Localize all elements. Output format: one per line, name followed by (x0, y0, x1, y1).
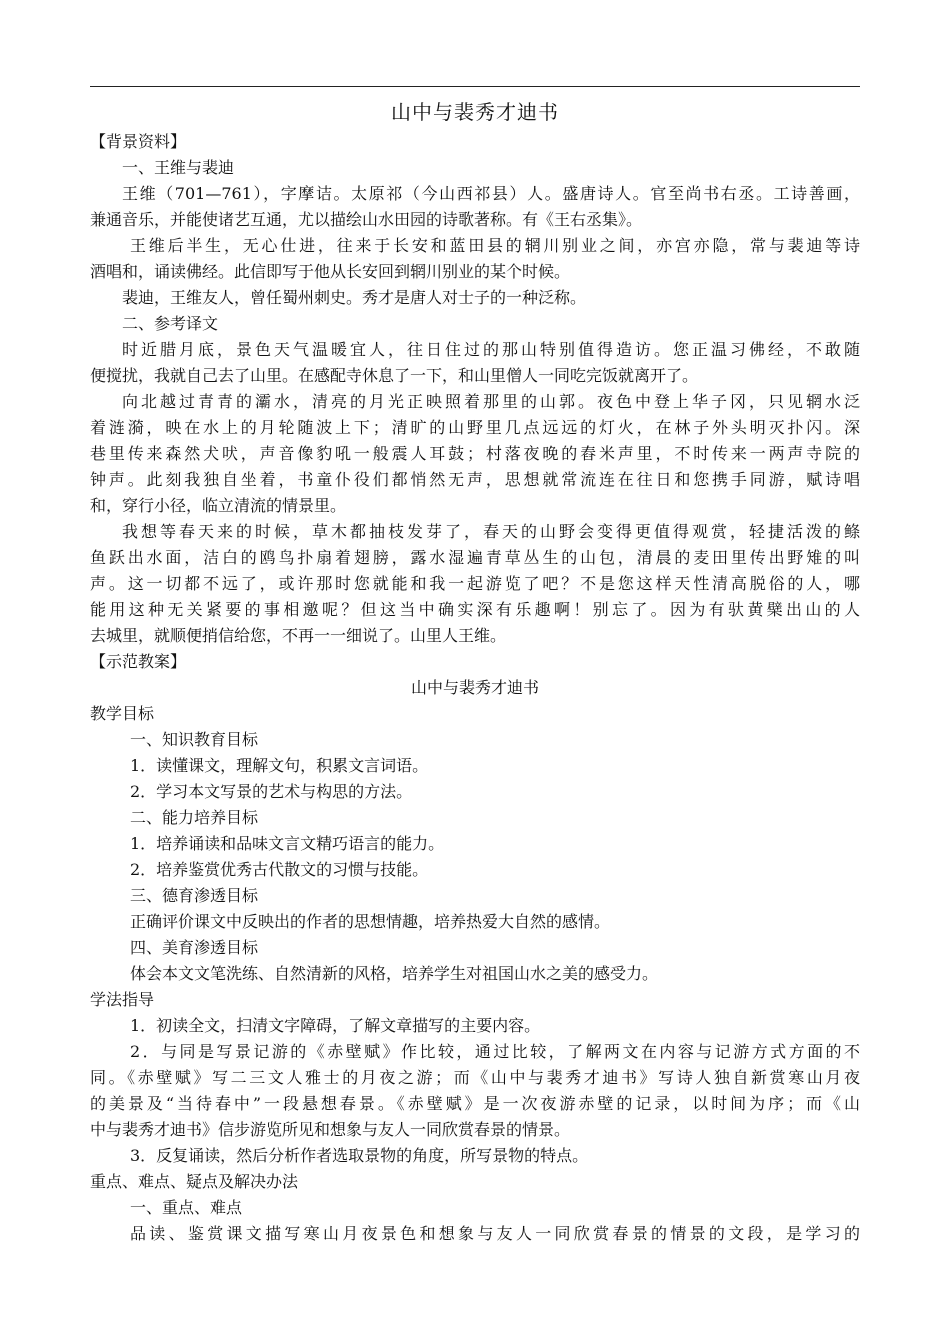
heading-teaching-goals: 教学目标 (90, 704, 155, 723)
lesson-plan-title: 山中与裴秀才迪书 (410, 678, 539, 697)
text-line: 体会本文文笔洗练、自然清新的风格，培养学生对祖国山水之美的感受力。 (130, 964, 659, 983)
text-line: 酒唱和，诵读佛经。此信即写于他从长安回到辋川别业的某个时候。 (90, 262, 571, 281)
text-line: 钟声。此刻我独自坐着，书童仆役们都悄然无声，思想就常流连在往日和您携手同游，赋诗唱 (90, 470, 860, 489)
text-line: 的美景及“当待春中”一段悬想春景。《赤壁赋》是一次夜游赤壁的记录，以时间为序；而《山 (90, 1094, 860, 1113)
text-line: 兼通音乐，并能使诸艺互通，尤以描绘山水田园的诗歌著称。有《王右丞集》。 (90, 210, 643, 229)
heading-translation: 二、参考译文 (122, 314, 219, 333)
text-line: 便搅扰，我就自己去了山里。在感配寺休息了一下，和山里僧人一同吃完饭就离开了。 (90, 366, 699, 385)
text-line: 能用这种无关紧要的事相邀呢？但这当中确实深有乐趣啊！别忘了。因为有驮黄檗出山的人 (90, 600, 860, 619)
text-line: 品读、鉴赏课文描写寒山月夜景色和想象与友人一同欣赏春景的情景的文段，是学习的 (130, 1224, 860, 1243)
text-line: 王维（701—761），字摩诘。太原祁（今山西祁县）人。盛唐诗人。官至尚书右丞。工诗善画， (122, 184, 860, 203)
text-line: 裴迪，王维友人，曾任蜀州刺史。秀才是唐人对士子的一种泛称。 (122, 288, 587, 307)
section-label-background: 【背景资料】 (90, 132, 187, 151)
text-line: 正确评价课文中反映出的作者的思想情趣，培养热爱大自然的感情。 (130, 912, 611, 931)
heading-moral-goals: 三、德育渗透目标 (130, 886, 259, 905)
text-line: 去城里，就顺便捎信给您，不再一一细说了。山里人王维。 (90, 626, 507, 645)
list-item: 1．培养诵读和品味文言文精巧语言的能力。 (130, 834, 445, 853)
text-line: 向北越过青青的灞水，清亮的月光正映照着那里的山郭。夜色中登上华子冈，只见辋水泛 (122, 392, 860, 411)
list-item: 2．培养鉴赏优秀古代散文的习惯与技能。 (130, 860, 429, 879)
heading-knowledge-goals: 一、知识教育目标 (130, 730, 259, 749)
text-line: 同。《赤壁赋》写二三文人雅士的月夜之游；而《山中与裴秀才迪书》写诗人独自新赏寒山月夜 (90, 1068, 860, 1087)
list-item: 2．与同是写景记游的《赤壁赋》作比较，通过比较，了解两文在内容与记游方式方面的不 (130, 1042, 860, 1061)
header-rule (90, 86, 860, 87)
list-item: 2．学习本文写景的艺术与构思的方法。 (130, 782, 413, 801)
text-line: 时近腊月底，景色天气温暖宜人，往日住过的那山特别值得造访。您正温习佛经，不敢随 (122, 340, 860, 359)
text-line: 中与裴秀才迪书》信步游览所见和想象与友人一同欣赏春景的情景。 (90, 1120, 571, 1139)
text-line: 王维后半生，无心仕进，往来于长安和蓝田县的辋川别业之间，亦宫亦隐，常与裴迪等诗 (130, 236, 860, 255)
section-label-lesson-plan: 【示范教案】 (90, 652, 187, 671)
heading-key-difficult: 一、重点、难点 (130, 1198, 243, 1217)
list-item: 1．初读全文，扫清文字障碍，了解文章描写的主要内容。 (130, 1016, 541, 1035)
heading-aesthetic-goals: 四、美育渗透目标 (130, 938, 259, 957)
heading-wangwei-peidi: 一、王维与裴迪 (122, 158, 235, 177)
heading-study-method: 学法指导 (90, 990, 155, 1009)
document-page (90, 95, 860, 1247)
text-line: 着涟漪，映在水上的月轮随波上下；清旷的山野里几点远远的灯火，在林子外头明灭扑闪。深 (90, 418, 860, 437)
text-line: 我想等春天来的时候，草木都抽枝发芽了，春天的山野会变得更值得观赏，轻捷活泼的鲦 (122, 522, 860, 541)
text-line: 鱼跃出水面，洁白的鸥鸟扑扇着翅膀，露水湿遍青草丛生的山包，清晨的麦田里传出野雉的叫 (90, 548, 860, 567)
text-line: 巷里传来森然犬吠，声音像豹吼一般震人耳鼓；村落夜晚的舂米声里，不时传来一两声寺院的 (90, 444, 860, 463)
list-item: 3．反复诵读，然后分析作者选取景物的角度，所写景物的特点。 (130, 1146, 589, 1165)
page-title: 山中与裴秀才迪书 (391, 100, 559, 124)
text-line: 声。这一切都不远了，或许那时您就能和我一起游览了吧？不是您这样天性清高脱俗的人，哪 (90, 574, 860, 593)
list-item: 1．读懂课文，理解文句，积累文言词语。 (130, 756, 429, 775)
heading-ability-goals: 二、能力培养目标 (130, 808, 259, 827)
text-line: 和，穿行小径，临立清流的情景里。 (90, 496, 347, 515)
heading-key-points: 重点、难点、疑点及解决办法 (90, 1172, 299, 1191)
